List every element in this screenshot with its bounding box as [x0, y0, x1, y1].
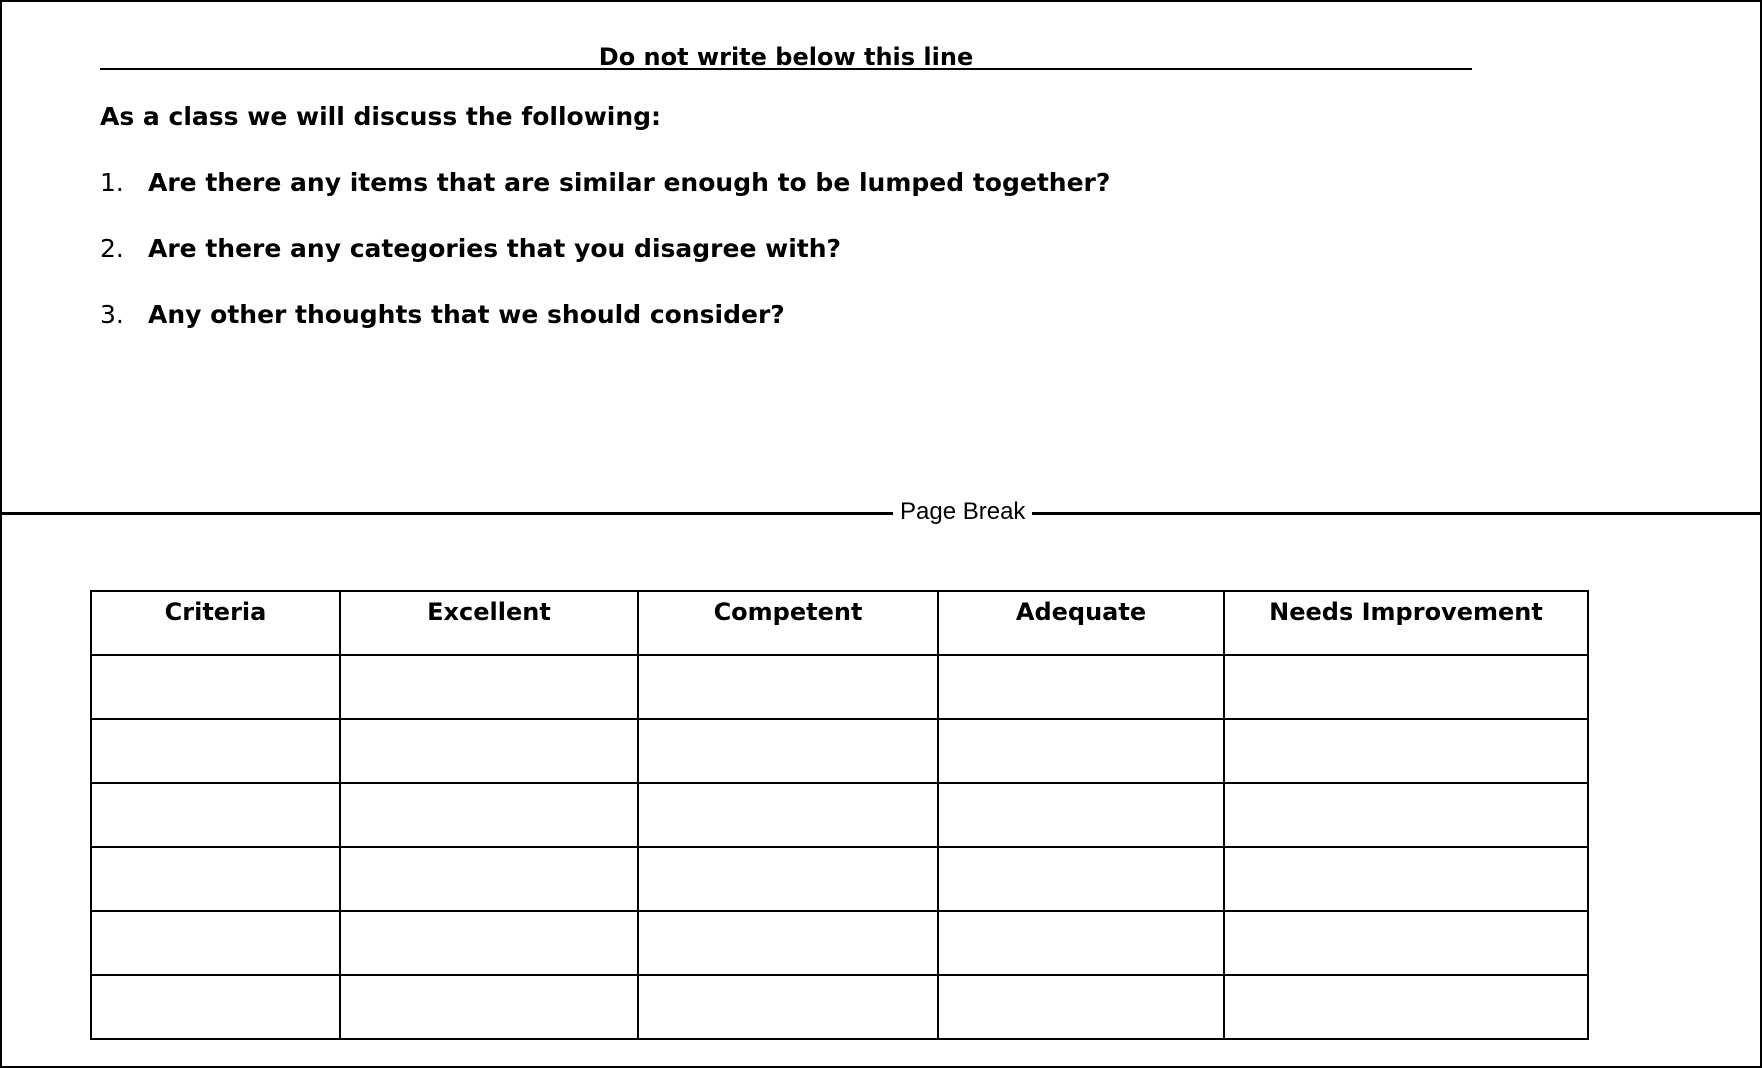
table-row — [91, 911, 1588, 975]
table-cell — [91, 911, 340, 975]
table-cell — [938, 783, 1224, 847]
table-row — [91, 975, 1588, 1039]
table-cell — [91, 975, 340, 1039]
table-cell — [340, 655, 638, 719]
column-header-needs-improvement: Needs Improvement — [1224, 591, 1588, 655]
table-cell — [340, 783, 638, 847]
question-text: Are there any items that are similar enough to be lumped together? — [148, 168, 1111, 197]
question-text: Any other thoughts that we should consider? — [148, 300, 785, 329]
question-number: 3. — [100, 300, 124, 329]
table-header-row — [91, 591, 1588, 655]
discussion-intro: As a class we will discuss the following: — [100, 102, 662, 131]
page-break-line — [0, 512, 1762, 515]
question-number: 1. — [100, 168, 124, 197]
rubric-table — [90, 590, 1589, 1040]
table-cell — [91, 847, 340, 911]
table-cell — [638, 655, 938, 719]
do-not-write-line — [100, 40, 1472, 70]
table-row — [91, 719, 1588, 783]
table-row — [91, 783, 1588, 847]
table-cell — [340, 719, 638, 783]
table-row — [91, 847, 1588, 911]
question-text: Are there any categories that you disagree with? — [148, 234, 842, 263]
table-cell — [938, 975, 1224, 1039]
table-cell — [938, 655, 1224, 719]
column-header-criteria: Criteria — [91, 591, 340, 655]
table-cell — [638, 847, 938, 911]
table-cell — [91, 783, 340, 847]
table-cell — [340, 911, 638, 975]
table-cell — [1224, 655, 1588, 719]
table-cell — [91, 655, 340, 719]
cutline-text: Do not write below this line — [598, 43, 974, 71]
table-cell — [638, 783, 938, 847]
column-header-excellent: Excellent — [340, 591, 638, 655]
column-header-adequate: Adequate — [938, 591, 1224, 655]
table-cell — [91, 719, 340, 783]
table-cell — [938, 719, 1224, 783]
table-cell — [1224, 911, 1588, 975]
table-cell — [638, 911, 938, 975]
table-cell — [1224, 975, 1588, 1039]
table-cell — [938, 911, 1224, 975]
page-break-label: Page Break — [893, 496, 1032, 528]
column-header-competent: Competent — [638, 591, 938, 655]
table-cell — [638, 719, 938, 783]
table-row — [91, 655, 1588, 719]
table-cell — [638, 975, 938, 1039]
table-cell — [1224, 719, 1588, 783]
table-cell — [938, 847, 1224, 911]
table-cell — [1224, 847, 1588, 911]
question-number: 2. — [100, 234, 124, 263]
table-cell — [340, 975, 638, 1039]
table-cell — [340, 847, 638, 911]
table-cell — [1224, 783, 1588, 847]
